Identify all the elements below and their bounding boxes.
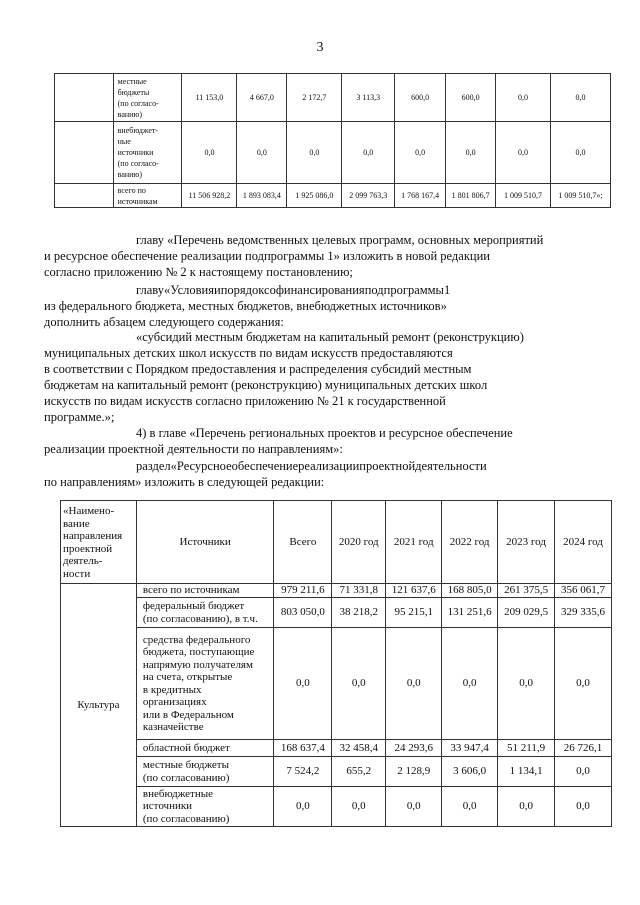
source-cell — [136, 787, 274, 827]
value-cell: 0,0 — [287, 122, 342, 184]
budget-table-top — [54, 73, 611, 208]
word: «Условия — [164, 283, 214, 297]
value-cell: 0,0 — [551, 122, 611, 184]
value-cell: 11 506 928,2 — [182, 184, 237, 208]
table-row — [61, 598, 612, 628]
text-line: федеральный бюджет — [142, 600, 245, 612]
value-cell: 0,0 — [555, 628, 612, 740]
word: и — [214, 283, 221, 297]
value-cell: 121 637,6 — [386, 584, 442, 598]
text-line: (по согласо- — [117, 98, 159, 108]
text-line: вание — [63, 517, 90, 530]
text-line: (по согласованию), в т.ч. — [142, 612, 258, 625]
value-cell: 1 009 510,7»; — [551, 184, 611, 208]
text-line: или в Федеральном — [142, 708, 234, 721]
value-cell: 1 925 086,0 — [287, 184, 342, 208]
text-line: внебюджетные — [142, 787, 214, 800]
table-row — [61, 628, 612, 740]
value-cell: 1 893 083,4 — [237, 184, 287, 208]
value-cell: 0,0 — [237, 122, 287, 184]
value-cell: 0,0 — [332, 787, 386, 827]
text-line: ванию) — [117, 170, 143, 179]
value-cell: 261 375,5 — [498, 584, 555, 598]
project-funding-table — [60, 500, 612, 827]
value-cell: 1 801 806,7 — [446, 184, 496, 208]
year-header: 2020 год — [332, 501, 386, 584]
word: реализации — [298, 459, 360, 473]
value-cell: 3 113,3 — [342, 74, 395, 122]
text-line: источники — [117, 148, 154, 157]
source-cell — [136, 628, 274, 740]
value-cell: 95 215,1 — [386, 598, 442, 628]
paragraph-1: главу «Перечень ведомственных целевых программ, основных мероприятий и ресурсное обеспечение реализации подпрограммы 1» изложить в новой редакции согласно приложению № 2 к настоящему постановлению; — [44, 233, 544, 279]
value-cell: 168 637,4 — [274, 740, 332, 757]
word: софинансирования — [264, 283, 365, 297]
word: порядок — [220, 283, 265, 297]
value-cell: 0,0 — [555, 787, 612, 827]
paragraph-4: 4) в главе «Перечень региональных проектов и ресурсное обеспечение реализации проектной деятельности по направлениям»: — [44, 426, 513, 456]
value-cell: 26 726,1 — [555, 740, 612, 757]
text-line: ности — [63, 567, 91, 580]
text-line: средства федерального — [142, 633, 251, 646]
word: деятельности — [415, 459, 487, 473]
text-line: внебюджет- — [117, 126, 159, 135]
value-cell: 168 805,0 — [442, 584, 498, 598]
value-cell: 0,0 — [551, 74, 611, 122]
value-cell: 0,0 — [442, 787, 498, 827]
source-cell — [113, 122, 182, 184]
value-cell: 0,0 — [442, 628, 498, 740]
value-cell: 2 172,7 — [287, 74, 342, 122]
value-cell: 329 335,6 — [555, 598, 612, 628]
value-cell: 209 029,5 — [498, 598, 555, 628]
value-cell: 1 768 167,4 — [395, 184, 446, 208]
text-line: деятель- — [63, 555, 103, 567]
value-cell: 0,0 — [446, 122, 496, 184]
text-line: направления — [63, 530, 123, 542]
word: проектной — [359, 459, 416, 473]
value-cell: 0,0 — [386, 628, 442, 740]
direction-header — [61, 501, 137, 584]
value-cell: 24 293,6 — [386, 740, 442, 757]
value-cell: 7 524,2 — [274, 757, 332, 787]
value-cell: 3 606,0 — [442, 757, 498, 787]
value-cell: 0,0 — [274, 787, 332, 827]
table-row — [61, 787, 612, 827]
value-cell: 600,0 — [395, 74, 446, 122]
value-cell: 2 099 763,3 — [342, 184, 395, 208]
word: раздел — [136, 459, 171, 473]
paragraph-2: главу«Условияипорядоксофинансированияподпрограммы1 из федерального бюджета, местных бюджетов, внебюджетных источников» дополнить абзацем следующего содержания: — [44, 283, 451, 329]
value-cell: 2 128,9 — [386, 757, 442, 787]
value-cell: 803 050,0 — [274, 598, 332, 628]
value-cell: 32 458,4 — [332, 740, 386, 757]
empty-cell — [55, 122, 114, 184]
total-header: Всего — [274, 501, 332, 584]
source-cell — [136, 740, 274, 757]
text-line: бюджета, поступающие — [142, 646, 255, 658]
text-line: (по согласо- — [117, 159, 159, 168]
text-line: казначействе — [142, 721, 204, 733]
empty-cell — [55, 184, 114, 208]
paragraph-5: раздел«Ресурсноеобеспечениереализациипроектнойдеятельности по направлениям» изложить в следующей редакции: — [44, 459, 487, 489]
value-cell: 0,0 — [395, 122, 446, 184]
value-cell: 38 218,2 — [332, 598, 386, 628]
year-header: 2024 год — [555, 501, 612, 584]
text-line: бюджеты — [117, 87, 150, 97]
table-row — [61, 584, 612, 598]
value-cell: 51 211,9 — [498, 740, 555, 757]
value-cell: 0,0 — [555, 757, 612, 787]
value-cell: 1 134,1 — [498, 757, 555, 787]
text-line: напрямую получателям — [142, 658, 253, 671]
value-cell: 0,0 — [496, 122, 551, 184]
year-header: 2022 год — [442, 501, 498, 584]
text-line: областной бюджет — [142, 741, 230, 754]
value-cell: 0,0 — [332, 628, 386, 740]
value-cell: 0,0 — [496, 74, 551, 122]
word: главу — [136, 283, 165, 297]
direction-cell: Культура — [61, 584, 137, 827]
text-line: всего по источникам — [142, 584, 240, 597]
word: 1 — [443, 283, 451, 297]
value-cell: 0,0 — [498, 787, 555, 827]
text-line: проектной — [63, 542, 113, 555]
word: «Ресурсное — [170, 459, 232, 473]
value-cell: 600,0 — [446, 74, 496, 122]
table-row — [55, 74, 611, 122]
empty-cell — [55, 74, 114, 122]
value-cell: 131 251,6 — [442, 598, 498, 628]
source-cell — [136, 598, 274, 628]
value-cell: 655,2 — [332, 757, 386, 787]
value-cell: 979 211,6 — [274, 584, 332, 598]
text-line: в кредитных — [142, 683, 202, 696]
text-line: «Наимено- — [63, 505, 115, 517]
value-cell: 0,0 — [274, 628, 332, 740]
table-row — [55, 122, 611, 184]
text-line: (по согласованию) — [142, 771, 230, 784]
value-cell: 71 331,8 — [332, 584, 386, 598]
value-cell: 0,0 — [342, 122, 395, 184]
text-line: организациях — [142, 696, 207, 708]
value-cell: 0,0 — [182, 122, 237, 184]
table-row — [55, 184, 611, 208]
source-cell — [136, 584, 274, 598]
value-cell: 33 947,4 — [442, 740, 498, 757]
year-header: 2021 год — [386, 501, 442, 584]
text-line: всего по — [117, 185, 146, 195]
year-header: 2023 год — [498, 501, 555, 584]
source-cell — [113, 184, 182, 208]
value-cell: 4 667,0 — [237, 74, 287, 122]
page-number: 3 — [316, 40, 324, 55]
word: обеспечение — [231, 459, 299, 473]
text-line: местные — [117, 76, 147, 86]
value-cell: 1 009 510,7 — [496, 184, 551, 208]
word: подпрограммы — [364, 283, 444, 297]
text-line: на счета, открытые — [142, 671, 233, 683]
sources-header: Источники — [136, 501, 274, 584]
table-row — [61, 740, 612, 757]
text-line: местные бюджеты — [142, 759, 229, 771]
text-line: источники — [142, 800, 193, 813]
text-line: ные — [117, 137, 131, 146]
text-line: источникам — [117, 196, 158, 206]
table-row — [61, 757, 612, 787]
value-cell: 0,0 — [498, 628, 555, 740]
text-line: ванию) — [117, 109, 143, 119]
value-cell: 0,0 — [386, 787, 442, 827]
text-line: (по согласованию) — [142, 812, 230, 825]
paragraph-3: «субсидий местным бюджетам на капитальный ремонт (реконструкцию) муниципальных детских школ искусств по видам искусств предоставляются в соответствии с Порядком предоставления и распределения субсидий местным бюджетам на капитальный ремонт (реконструкцию) муниципальных детских школ искусств по видам искусств согласно приложению № 21 к государственной программе.»; — [44, 330, 524, 424]
source-cell — [113, 74, 182, 122]
value-cell: 11 153,0 — [182, 74, 237, 122]
source-cell — [136, 757, 274, 787]
value-cell: 356 061,7 — [555, 584, 612, 598]
